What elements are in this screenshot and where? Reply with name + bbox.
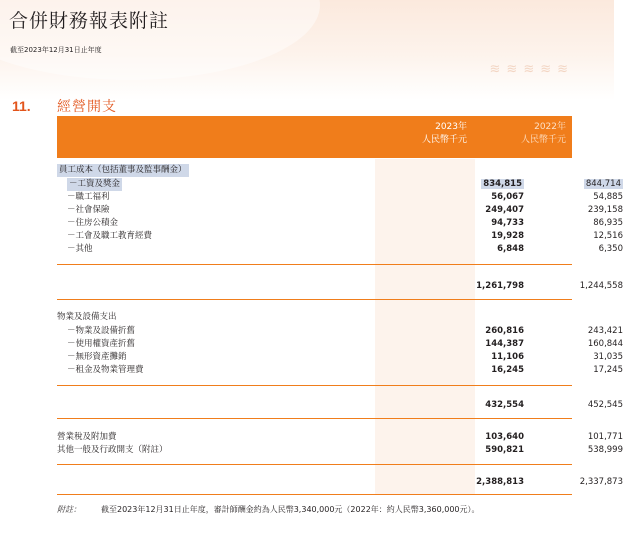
value-2022: 17,245	[593, 365, 623, 375]
subtotal-2023: 1,261,798	[476, 281, 524, 291]
column-year-2023: 2023年	[435, 122, 467, 132]
subtotal-2022: 1,244,558	[579, 281, 623, 291]
value-2023: 103,640	[485, 432, 524, 442]
table-row	[57, 431, 623, 444]
value-2023: 249,407	[485, 205, 524, 215]
subtotal-2022: 452,545	[587, 400, 623, 410]
group-title-staff	[57, 164, 572, 177]
value-2023: 94,733	[491, 218, 524, 228]
column-header-2023	[375, 121, 467, 147]
subtotal-rule	[57, 418, 572, 419]
table-row	[57, 217, 623, 230]
subtotal-rule	[57, 385, 572, 386]
value-2023: 56,067	[491, 192, 524, 202]
group-title-label: 物業及設備支出	[57, 312, 117, 322]
row-label: －其他	[67, 244, 93, 254]
subtotal-row-property	[57, 399, 623, 412]
value-2023: 260,816	[485, 326, 524, 336]
table-row	[57, 325, 623, 338]
value-2023: 834,815	[483, 179, 522, 189]
table-row	[57, 178, 621, 191]
group-title-label: 員工成本（包括董事及監事酬金）	[59, 165, 187, 175]
total-rule	[57, 464, 572, 465]
value-2022: 12,516	[593, 231, 623, 241]
header-watermark: ≋≋≋≋≋	[489, 62, 574, 77]
value-2022: 101,771	[587, 432, 623, 442]
value-2023: 590,821	[485, 445, 524, 455]
column-header-2022	[480, 121, 566, 147]
table-row	[57, 364, 623, 377]
table-row	[57, 191, 623, 204]
value-2022: 239,158	[587, 205, 623, 215]
note-label: 附註：	[57, 505, 81, 514]
column-unit-2022: 人民幣千元	[520, 135, 566, 145]
row-label: 其他一般及行政開支（附註）	[57, 445, 168, 455]
section-title: 經營開支	[57, 99, 117, 115]
value-2022: 31,035	[593, 352, 623, 362]
value-2022: 54,885	[593, 192, 623, 202]
column-year-2022: 2022年	[534, 122, 566, 132]
value-2023: 19,928	[491, 231, 524, 241]
subtotal-row-staff	[57, 280, 623, 293]
value-2022: 243,421	[587, 326, 623, 336]
column-unit-2023: 人民幣千元	[421, 135, 467, 145]
note-text: 截至2023年12月31日止年度，審計師酬金約為人民幣3,340,000元（2022年：約人民幣3,360,000元）。	[101, 505, 480, 514]
row-label: －工資及獎金	[69, 179, 121, 189]
grand-total-2022: 2,337,873	[579, 477, 623, 487]
value-2023: 6,848	[497, 244, 524, 254]
group-title-property	[57, 311, 572, 324]
value-2022: 6,350	[598, 244, 623, 254]
page-title: 合併財務報表附註	[9, 10, 170, 32]
value-2022: 538,999	[587, 445, 623, 455]
total-rule	[57, 494, 572, 495]
subtotal-rule	[57, 299, 572, 300]
row-label: 營業稅及附加費	[57, 432, 117, 442]
value-2023: 11,106	[491, 352, 524, 362]
table-row	[57, 338, 623, 351]
row-label: －住房公積金	[67, 218, 119, 228]
subtotal-2023: 432,554	[485, 400, 524, 410]
value-2023: 16,245	[491, 365, 524, 375]
page-subtitle: 截至2023年12月31日止年度	[10, 46, 102, 54]
row-label: －無形資產攤銷	[67, 352, 127, 362]
row-label: －使用權資產折舊	[67, 339, 136, 349]
table-row	[57, 444, 623, 457]
grand-total-2023: 2,388,813	[476, 477, 524, 487]
row-label: －租金及物業管理費	[67, 365, 144, 375]
row-label: －物業及設備折舊	[67, 326, 136, 336]
row-label: －社會保險	[67, 205, 110, 215]
row-label: －職工福利	[67, 192, 110, 202]
table-row	[57, 243, 623, 256]
subtotal-rule	[57, 264, 572, 265]
table-row	[57, 351, 623, 364]
table-row	[57, 230, 623, 243]
grand-total-row	[57, 476, 623, 489]
value-2022: 160,844	[587, 339, 623, 349]
value-2022: 86,935	[593, 218, 623, 228]
table-row	[57, 204, 623, 217]
value-2022: 844,714	[585, 179, 621, 189]
section-number: 11.	[12, 98, 31, 114]
value-2023: 144,387	[485, 339, 524, 349]
row-label: －工會及職工教育經費	[67, 231, 153, 241]
